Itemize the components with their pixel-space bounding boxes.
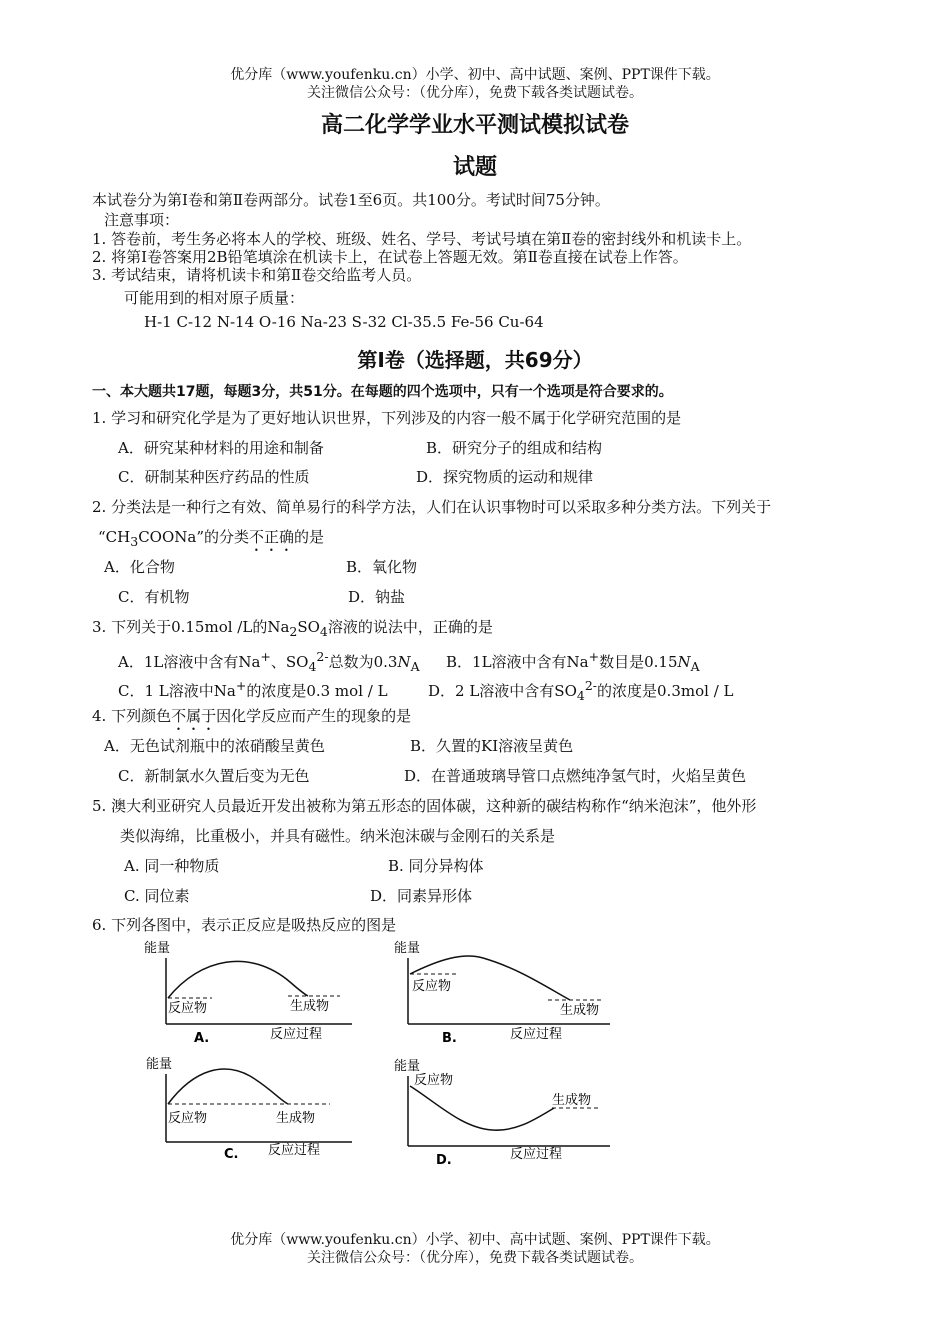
q3-subscript: 2 (289, 624, 298, 639)
energy-diagram-c (140, 1054, 360, 1166)
q4-emphasis: 不属于 (171, 707, 217, 725)
q3-superscript: + (260, 649, 271, 664)
q3-text: 溶液的说法中，正确的是 (327, 618, 493, 636)
q5-option-b: B. 同分异构体 (388, 857, 484, 875)
q5-option-c: C. 同位素 (124, 887, 190, 905)
diagram-b-y-axis-label: 能量 (394, 941, 421, 956)
diagram-b-product-label: 生成物 (560, 1003, 600, 1018)
q1-option-b: B．研究分子的组成和结构 (426, 439, 603, 457)
footer-line-1: 优分库（www.youfenku.cn）小学、初中、高中试题、案例、PPT课件下载。 (230, 1232, 720, 1248)
q3-option-a (118, 647, 420, 677)
q3-italic: N (397, 653, 411, 671)
q4-option-d: D．在普通玻璃导管口点燃纯净氢气时，火焰呈黄色 (404, 767, 747, 785)
note-3: 3. 考试结束，请将机读卡和第Ⅱ卷交给监考人员。 (92, 266, 422, 284)
footer-line-2: 关注微信公众号：（优分库），免费下载各类试题试卷。 (307, 1250, 643, 1266)
exam-title: 高二化学学业水平测试模拟试卷 (320, 113, 629, 138)
energy-diagram-b-svg (388, 938, 616, 1050)
q5-stem: 5. 澳大利亚研究人员最近开发出被称为第五形态的固体碳，这种新的碳结构称作“纳米泡沫”，他外形 (92, 797, 757, 815)
q1-option-d: D．探究物质的运动和规律 (416, 468, 594, 486)
q4-text: 因化学反应而产生的现象的是 (216, 707, 412, 725)
diagram-d-reactant-label: 反应物 (414, 1073, 454, 1088)
q3-superscript: + (235, 678, 247, 693)
q3-option-c (118, 676, 388, 701)
section-title: 第Ⅰ卷（选择题，共69分） (357, 348, 593, 372)
q1-option-a: A．研究某种材料的用途和制备 (118, 439, 324, 457)
notes-heading: 注意事项： (104, 211, 180, 229)
header-line-1: 优分库（www.youfenku.cn）小学、初中、高中试题、案例、PPT课件下载。 (230, 67, 720, 83)
energy-diagram-a (140, 938, 360, 1050)
q3-text: SO (297, 618, 320, 636)
q3-superscript: 2- (584, 678, 598, 693)
q3-italic: N (677, 653, 691, 671)
q3-superscript: 2- (316, 649, 329, 664)
q3-text: 、SO (270, 653, 309, 671)
q4-option-b: B．久置的KI溶液呈黄色 (410, 737, 574, 755)
q2-text: “CH (98, 528, 131, 546)
q3-superscript: + (588, 649, 600, 664)
q3-text: D．2 L溶液中含有SO (428, 682, 577, 700)
q3-stem (92, 617, 493, 642)
energy-diagram-b (388, 938, 616, 1050)
q1-stem: 1. 学习和研究化学是为了更好地认识世界，下列涉及的内容一般不属于化学研究范围的是 (92, 409, 682, 427)
part-heading: 一、本大题共17题，每题3分，共51分。在每题的四个选项中，只有一个选项是符合要求的。 (92, 384, 673, 400)
q4-option-a: A．无色试剂瓶中的浓硝酸呈黄色 (104, 737, 325, 755)
diagram-a-curve (168, 961, 308, 998)
diagram-a-product-label: 生成物 (290, 999, 330, 1014)
diagram-c-y-axis-label: 能量 (146, 1057, 173, 1072)
note-1: 1. 答卷前，考生务必将本人的学校、班级、姓名、学号、考试号填在第Ⅱ卷的密封线外和机读卡上。 (92, 230, 752, 248)
q3-text: A．1L溶液中含有Na (118, 653, 261, 671)
q3-option-b (446, 647, 700, 677)
q6-stem: 6. 下列各图中，表示正反应是吸热反应的图是 (92, 916, 397, 934)
diagram-b-reactant-label: 反应物 (412, 979, 452, 994)
q3-subscript: A (410, 659, 420, 674)
diagram-d-curve (410, 1086, 554, 1130)
diagram-d-product-label: 生成物 (552, 1093, 592, 1108)
q4-text: 4. 下列颜色 (92, 707, 172, 725)
q3-subscript: 4 (576, 688, 585, 703)
q3-option-d (428, 676, 733, 706)
q5-option-a: A. 同一种物质 (124, 857, 220, 875)
q2-option-a: A．化合物 (104, 558, 175, 576)
q2-emphasis: 不正确 (249, 528, 295, 546)
q2-option-b: B．氧化物 (346, 558, 418, 576)
diagram-d-y-axis-label: 能量 (394, 1059, 421, 1074)
diagram-a-reactant-label: 反应物 (168, 1001, 208, 1016)
q3-text: B．1L溶液中含有Na (446, 653, 589, 671)
q4-stem (92, 706, 411, 734)
q3-text: 数目是0.15 (599, 653, 678, 671)
q2-stem-line2 (98, 527, 324, 555)
q2-text: 的是 (294, 528, 325, 546)
q3-subscript: A (690, 659, 700, 674)
diagram-b-letter: B. (442, 1031, 457, 1046)
q3-text: 3. 下列关于0.15mol /L的Na (92, 618, 290, 636)
q1-option-c: C．研制某种医疗药品的性质 (118, 468, 310, 486)
q3-subscript: 4 (308, 659, 317, 674)
exam-subtitle: 试题 (452, 155, 497, 180)
q2-option-d: D．钠盐 (348, 588, 406, 606)
diagram-c-curve (168, 1069, 288, 1104)
energy-diagram-a-svg (140, 938, 360, 1050)
energy-diagram-d (392, 1058, 616, 1170)
energy-diagram-c-svg (140, 1054, 360, 1166)
q5-stem-line2: 类似海绵，比重极小，并具有磁性。纳米泡沫碳与金刚石的关系是 (120, 827, 556, 845)
header-line-2: 关注微信公众号：（优分库），免费下载各类试题试卷。 (307, 85, 643, 101)
energy-diagram-d-svg (392, 1058, 616, 1170)
q2-text: COONa”的分类 (138, 528, 249, 546)
intro-text: 本试卷分为第Ⅰ卷和第Ⅱ卷两部分。试卷1至6页。共100分。考试时间75分钟。 (92, 191, 610, 209)
diagram-c-product-label: 生成物 (276, 1111, 316, 1126)
diagram-a-letter: A. (194, 1031, 210, 1046)
q2-option-c: C．有机物 (118, 588, 190, 606)
diagram-c-letter: C. (224, 1147, 239, 1162)
note-2: 2. 将第Ⅰ卷答案用2B铅笔填涂在机读卡上，在试卷上答题无效。第Ⅱ卷直接在试卷上作答。 (92, 248, 688, 266)
atomic-heading: 可能用到的相对原子质量： (124, 289, 305, 307)
diagram-d-x-axis-label: 反应过程 (510, 1147, 563, 1162)
diagram-c-x-axis-label: 反应过程 (268, 1143, 321, 1158)
atomic-masses: H-1 C-12 N-14 O-16 Na-23 S-32 Cl-35.5 Fe-56 Cu-64 (144, 313, 544, 331)
diagram-b-x-axis-label: 反应过程 (510, 1027, 563, 1042)
diagram-d-letter: D. (436, 1153, 452, 1168)
q3-text: 的浓度是0.3mol / L (597, 682, 734, 700)
diagram-c-reactant-label: 反应物 (168, 1111, 208, 1126)
diagram-a-x-axis-label: 反应过程 (270, 1027, 323, 1042)
q2-subscript: 3 (130, 534, 139, 549)
q3-subscript: 4 (319, 624, 328, 639)
q2-stem: 2. 分类法是一种行之有效、简单易行的科学方法，人们在认识事物时可以采取多种分类方法。下列关于 (92, 498, 772, 516)
diagram-a-y-axis-label: 能量 (144, 941, 171, 956)
q4-option-c: C．新制氯水久置后变为无色 (118, 767, 310, 785)
q5-option-d: D．同素异形体 (370, 887, 473, 905)
q3-text: C．1 L溶液中Na (118, 682, 236, 700)
q3-text: 总数为0.3 (328, 653, 398, 671)
q3-text: 的浓度是0.3 mol / L (246, 682, 388, 700)
